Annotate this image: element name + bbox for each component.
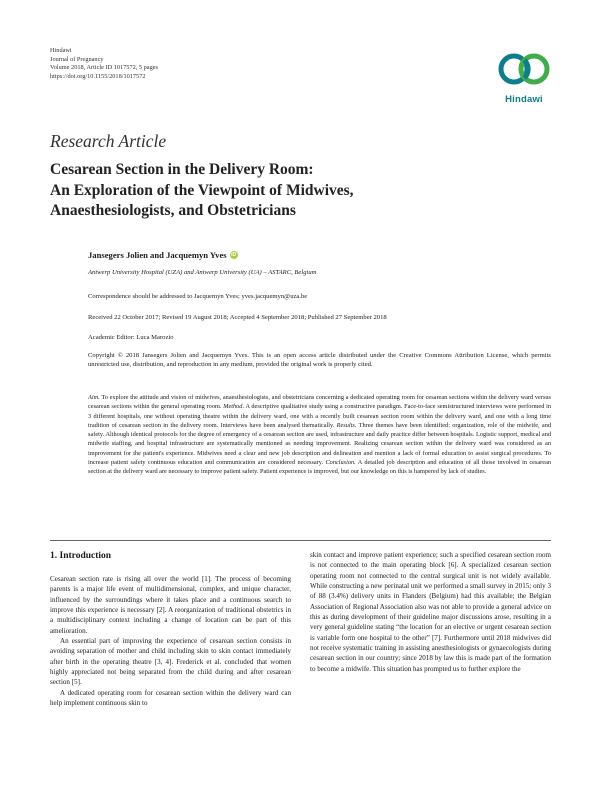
right-column [310,550,551,674]
title-line-2: An Exploration of the Viewpoint of Midwives, [50,181,354,199]
method-label: Method. [223,403,245,411]
volume-line: Volume 2018, Article ID 1017572, 5 pages [50,64,158,72]
paragraph: Cesarean section rate is rising all over the world [1]. The process of becoming parents is a major life event of multidimensional, complex, and unique character, influenced by the surroundings where it takes place and a continuous search to improve this experience is necessary [2]. A reorganization of traditional obstetrics in a multidisciplinary context including a change of location can be part of this amelioration. [50,575,291,635]
hindawi-logo [494,46,554,110]
publisher-name: Hindawi [50,47,72,54]
aim-label: Aim. [88,394,100,401]
hindawi-wordmark: Hindawi [505,94,543,105]
academic-editor: Academic Editor: Luca Marozio [88,334,174,341]
title-line-3: Anaesthesiologists, and Obstetricians [50,202,296,219]
article-type: Research Article [50,131,167,151]
section-divider [50,540,551,541]
correspondence: Correspondence should be addressed to Jacquemyn Yves; yves.jacquemyn@uza.be [88,293,308,300]
orcid-icon[interactable]: iD [231,252,237,258]
paragraph: skin contact and improve patient experience; such a specified cesarean section room is not connected to the main operating block [6]. A specialized cesarean section operating room not connected to the central surgical unit is not widely available. While constructing a new perinatal unit we performed a small survey in 2015; only 3 of 88 (3.4%) delivery units in Flanders (Belgium) had this available; the Belgian Association of Regional Association also was not able to provide a general advice on this as during development of their guideline major discussions arose, resulting in a very general guideline stating “the location for an elective or urgent cesarean section is variable form one hospital to the other” [7]. Furthermore until 2018 midwives did not receive systematic training in assisting anesthesiologists or gynaecologists during cesarean section in our country; since 2018 by law this is made part of the formation to become a midwife. This situation has prompted us to further explore the [310,551,551,673]
conclusion-text: A detailed job description and education of all those involved in cesarean section at the delivery ward are necessary to improve patient safety. Patient experience is improved, but our knowledge on this is hampered by lack of studies. [88,458,552,475]
doi-link[interactable]: https://doi.org/10.1155/2018/1017572 [50,72,146,80]
left-column [50,574,291,708]
results-label: Results. [336,421,357,429]
publication-dates: Received 22 October 2017; Revised 19 August 2018; Accepted 4 September 2018; Published 27 September 2018 [88,314,387,321]
journal-name: Journal of Pregnancy [50,55,104,63]
copyright-notice: Copyright © 2018 Jansegers Jolien and Jacquemyn Yves. This is an open access article distributed under the Creative Commons Attribution License, which permits unrestricted use, distribution, and reproduction in any medium, provided the original work is properly cited. [88,352,551,369]
author-list [88,250,238,260]
paragraph: An essential part of improving the experience of cesarean section consists in avoiding separation of mother and child including skin to skin contact immediately after birth in the operating theatre [3, 4]. Frederick et al. concluded that women highly appreciated not being separated from the child during and after cesarean section [5]. [50,637,291,687]
journal-meta [50,47,158,81]
method-text: A descriptive qualitative study using a constructive paradigm. Face-to-face semistructured interviews were performed in 3 different hospitals, one without operating theatre within the delivery ward, one with a recently built cesarean section room within the delivery ward, and one with a long time tradition of cesarean section in the delivery room. Interviews have been analysed thematically. [88,403,551,429]
title-line-1: Cesarean Section in the Delivery Room: [50,161,314,178]
hindawi-rings-icon [496,46,552,92]
paragraph: A dedicated operating room for cesarean section within the delivery ward can help implement continuous skin to [50,688,291,708]
results-text: Three themes have been identified: organization, role of the midwife, and safety. Although identical protocols for the degree of emergency of a cesarean section are used, infrastructure and daily practice differ between hospitals. Logistic support, medical and midwife staffing, and hospital infrastructure are systematically mentioned as needing improvement. Realizing cesarean section within the delivery ward was considered as an improvement for the patient's experience. Midwives need a clear and new job description and delineation and mention a lack of formal education to assist surgical procedures. To increase patient safety continuous education and communication are considered necessary. [88,421,552,466]
conclusion-label: Conclusion. [325,458,356,466]
section-heading: 1. Introduction [50,551,112,561]
article-title [50,160,550,222]
affiliation: Antwerp University Hospital (UZA) and Antwerp University (UA) – ASTARC, Belgium [88,269,317,276]
authors-text: Jansegers Jolien and Jacquemyn Yves [88,250,227,260]
aim-text: To explore the attitude and vision of midwives, anaesthesiologists, and obstetricians concerning a dedicated operating room for cesarean sections within the delivery ward versus cesarean sections within the general operating room. [88,394,551,411]
abstract [88,393,551,476]
